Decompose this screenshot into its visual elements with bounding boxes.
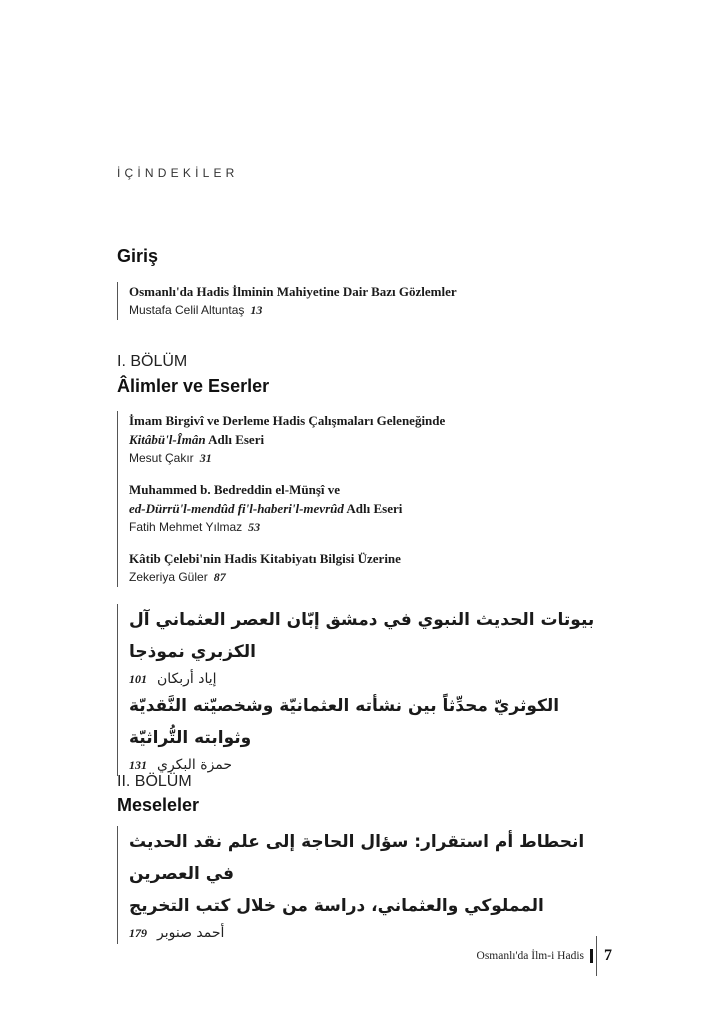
part1-title: Âlimler ve Eserler [117, 376, 270, 396]
page-number: 7 [604, 947, 612, 964]
intro-entries [117, 282, 599, 320]
arabic-entry-title: بيوتات الحديث النبوي في دمشق إبّان العصر العثماني آل الكزبري نموذجا [129, 610, 595, 662]
footer-divider [596, 936, 597, 976]
entry-page: 53 [248, 520, 261, 534]
part1-entries [117, 411, 599, 587]
arabic-entry-page: 179 [129, 926, 147, 940]
footer-marker [590, 949, 593, 963]
arabic-entry[interactable] [117, 690, 599, 776]
arabic-entry-author-line [129, 754, 599, 776]
part2-title: Meseleler [117, 795, 200, 815]
entry-author-line [129, 449, 599, 468]
entry-author: Zekeriya Güler [129, 570, 208, 584]
arabic-entry-author: أحمد صنوبر [157, 925, 225, 941]
entry-page: 87 [213, 570, 226, 584]
entry-title-rest: Adlı Eseri [205, 432, 265, 447]
toc-entry[interactable] [129, 282, 599, 320]
arabic-entry[interactable] [117, 604, 599, 690]
entry-page: 31 [199, 451, 212, 465]
entry-author-line [129, 518, 599, 537]
entry-title-line2 [129, 499, 599, 518]
entry-title: Osmanlı'da Hadis İlminin Mahiyetine Dair Bazı Gözlemler [129, 284, 457, 299]
toc-entry[interactable] [129, 411, 599, 468]
arabic-entry[interactable] [117, 826, 599, 944]
entry-title-line1: Muhammed b. Bedreddin el-Münşî ve [129, 482, 341, 497]
arabic-entry-page: 101 [129, 672, 147, 686]
arabic-entry-author: إياد أربكان [157, 671, 217, 687]
entry-author: Fatih Mehmet Yılmaz [129, 520, 243, 534]
entry-author-line [129, 301, 599, 320]
toc-entry[interactable] [129, 549, 599, 587]
entry-title: Kâtib Çelebi'nin Hadis Kitabiyatı Bilgisi Üzerine [129, 551, 401, 566]
arabic-entry-title: الكوثريّ محدِّثاً بين نشأته العثمانيّة وشخصيّته النَّقديّة وثوابته التُّراثيّة [129, 696, 560, 748]
entry-author-line [129, 568, 599, 587]
toc-heading: İÇİNDEKİLER [117, 166, 239, 180]
arabic-entry-page: 131 [129, 758, 147, 772]
toc-entry[interactable] [129, 480, 599, 537]
entry-author: Mustafa Celil Altuntaş [129, 303, 245, 317]
part2-label: II. BÖLÜM [117, 773, 192, 790]
entry-title-rest: Adlı Eseri [343, 501, 403, 516]
intro-title: Giriş [117, 246, 159, 266]
footer-book-title: Osmanlı'da İlm-i Hadis [476, 950, 584, 962]
arabic-entry-author: حمزة البكري [157, 757, 233, 773]
arabic-entry-title-line1: انحطاط أم استقرار: سؤال الحاجة إلى علم نقد الحديث في العصرين [129, 832, 585, 884]
entry-author: Mesut Çakır [129, 451, 194, 465]
arabic-entry-title-line2: المملوكي والعثماني، دراسة من خلال كتب التخريج [129, 896, 544, 916]
part1-label: I. BÖLÜM [117, 353, 188, 370]
page-footer [477, 936, 612, 976]
entry-title-italic: Kitâbü'l-Îmân [129, 432, 206, 447]
entry-title-italic: ed-Dürrü'l-mendûd fi'l-haberi'l-mevrûd [129, 501, 344, 516]
entry-page: 13 [250, 303, 263, 317]
entry-title-line2 [129, 430, 599, 449]
entry-title-line1: İmam Birgivî ve Derleme Hadis Çalışmaları Geleneğinde [129, 413, 446, 428]
arabic-entry-author-line [129, 668, 599, 690]
